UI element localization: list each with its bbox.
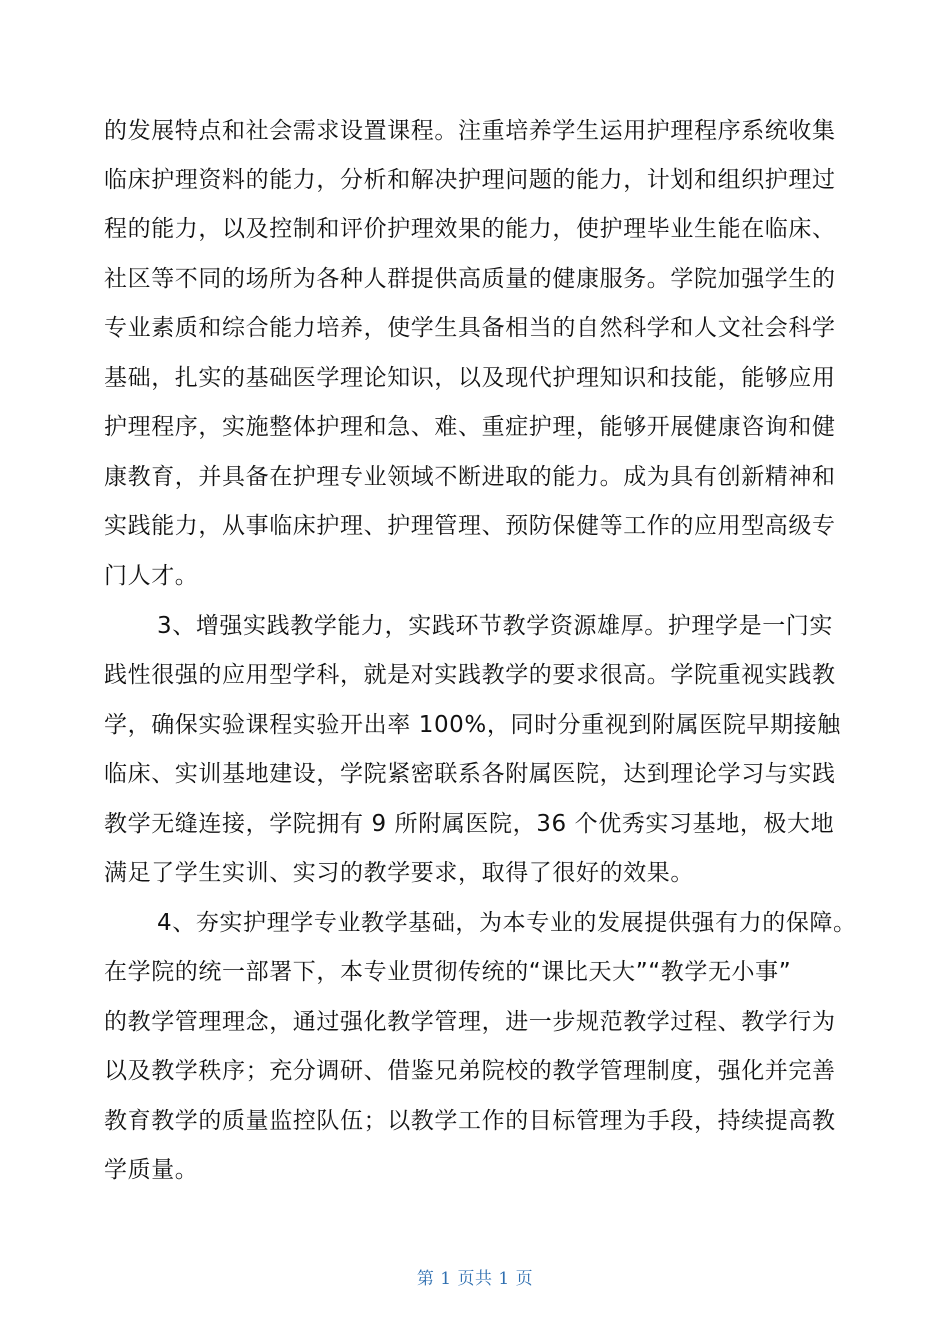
text-line: 满足了学生实训、实习的教学要求，取得了很好的效果。 [104, 860, 694, 886]
paragraph-start-line: 3、增强实践教学能力，实践环节教学资源雄厚。护理学是一门实 [157, 613, 834, 639]
text-line: 的发展特点和社会需求设置课程。注重培养学生运用护理程序系统收集 [104, 118, 836, 144]
text-line: 的教学管理理念，通过强化教学管理，进一步规范教学过程、教学行为 [104, 1009, 836, 1035]
text-line: 践性很强的应用型学科，就是对实践教学的要求很高。学院重视实践教 [104, 662, 836, 688]
text-line: 社区等不同的场所为各种人群提供高质量的健康服务。学院加强学生的 [104, 266, 836, 292]
text-line: 学，确保实验课程实验开出率 100%，同时分重视到附属医院早期接触 [104, 712, 841, 738]
text-line: 临床、实训基地建设，学院紧密联系各附属医院，达到理论学习与实践 [104, 761, 836, 787]
text-line: 门人才。 [104, 563, 199, 589]
text-line: 教育教学的质量监控队伍；以教学工作的目标管理为手段，持续提高教 [104, 1108, 836, 1134]
page-number-footer: 第 1 页共 1 页 [416, 1269, 534, 1289]
text-line: 在学院的统一部署下，本专业贯彻传统的“课比天大”“教学无小事” [104, 959, 792, 985]
text-line: 基础，扎实的基础医学理论知识，以及现代护理知识和技能，能够应用 [104, 365, 836, 391]
text-line: 专业素质和综合能力培养，使学生具备相当的自然科学和人文社会科学 [104, 315, 836, 341]
text-line: 康教育，并具备在护理专业领域不断进取的能力。成为具有创新精神和 [104, 464, 836, 490]
text-line: 以及教学秩序；充分调研、借鉴兄弟院校的教学管理制度，强化并完善 [104, 1058, 836, 1084]
text-line: 护理程序，实施整体护理和急、难、重症护理，能够开展健康咨询和健 [104, 414, 836, 440]
text-line: 临床护理资料的能力，分析和解决护理问题的能力，计划和组织护理过 [104, 167, 836, 193]
text-line: 程的能力，以及控制和评价护理效果的能力，使护理毕业生能在临床、 [104, 216, 836, 242]
text-line: 实践能力，从事临床护理、护理管理、预防保健等工作的应用型高级专 [104, 513, 836, 539]
text-line: 教学无缝连接，学院拥有 9 所附属医院，36 个优秀实习基地，极大地 [104, 811, 835, 837]
text-line: 学质量。 [104, 1157, 199, 1183]
paragraph-start-line: 4、夯实护理学专业教学基础，为本专业的发展提供强有力的保障。 [157, 910, 857, 936]
